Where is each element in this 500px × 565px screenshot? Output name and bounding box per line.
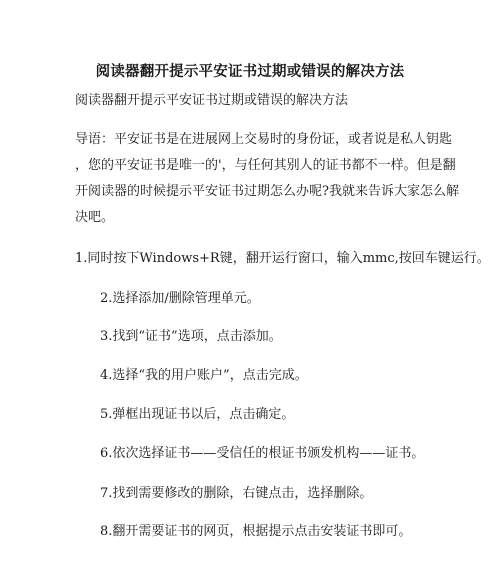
step-item: 8.翻开需要证书的网页，根据提示点击安装证书即可。 xyxy=(100,524,412,539)
step-item: 2.选择添加/删除管理单元。 xyxy=(100,291,260,306)
step-item: 5.弹框出现证书以后，点击确定。 xyxy=(100,407,295,422)
intro-line: 导语：平安证书是在进展网上交易时的身份证，或者说是私人钥匙 xyxy=(75,132,453,147)
document-subtitle: 阅读器翻开提示平安证书过期或错误的解决方法 xyxy=(75,93,349,108)
document-title: 阅读器翻开提示平安证书过期或错误的解决方法 xyxy=(95,63,405,80)
step-item: 7.找到需要修改的删除，右键点击，选择删除。 xyxy=(100,486,373,501)
step-item: 4.选择“我的用户账户”，点击完成。 xyxy=(100,368,308,383)
intro-paragraph xyxy=(75,127,459,231)
intro-line: 决吧。 xyxy=(75,210,115,225)
step-item: 6.依次选择证书——受信任的根证书颁发机构——证书。 xyxy=(100,446,425,461)
intro-line: 开阅读器的时候提示平安证书过期怎么办呢?我就来告诉大家怎么解 xyxy=(75,184,459,199)
step-item: 1.同时按下Windows+R键，翻开运行窗口，输入mmc,按回车键运行。 xyxy=(75,251,490,266)
intro-line: ，您的平安证书是唯一的'，与任何其别人的证书都不一样。但是翻 xyxy=(75,158,456,173)
step-item: 3.找到“证书”选项，点击添加。 xyxy=(100,329,282,344)
